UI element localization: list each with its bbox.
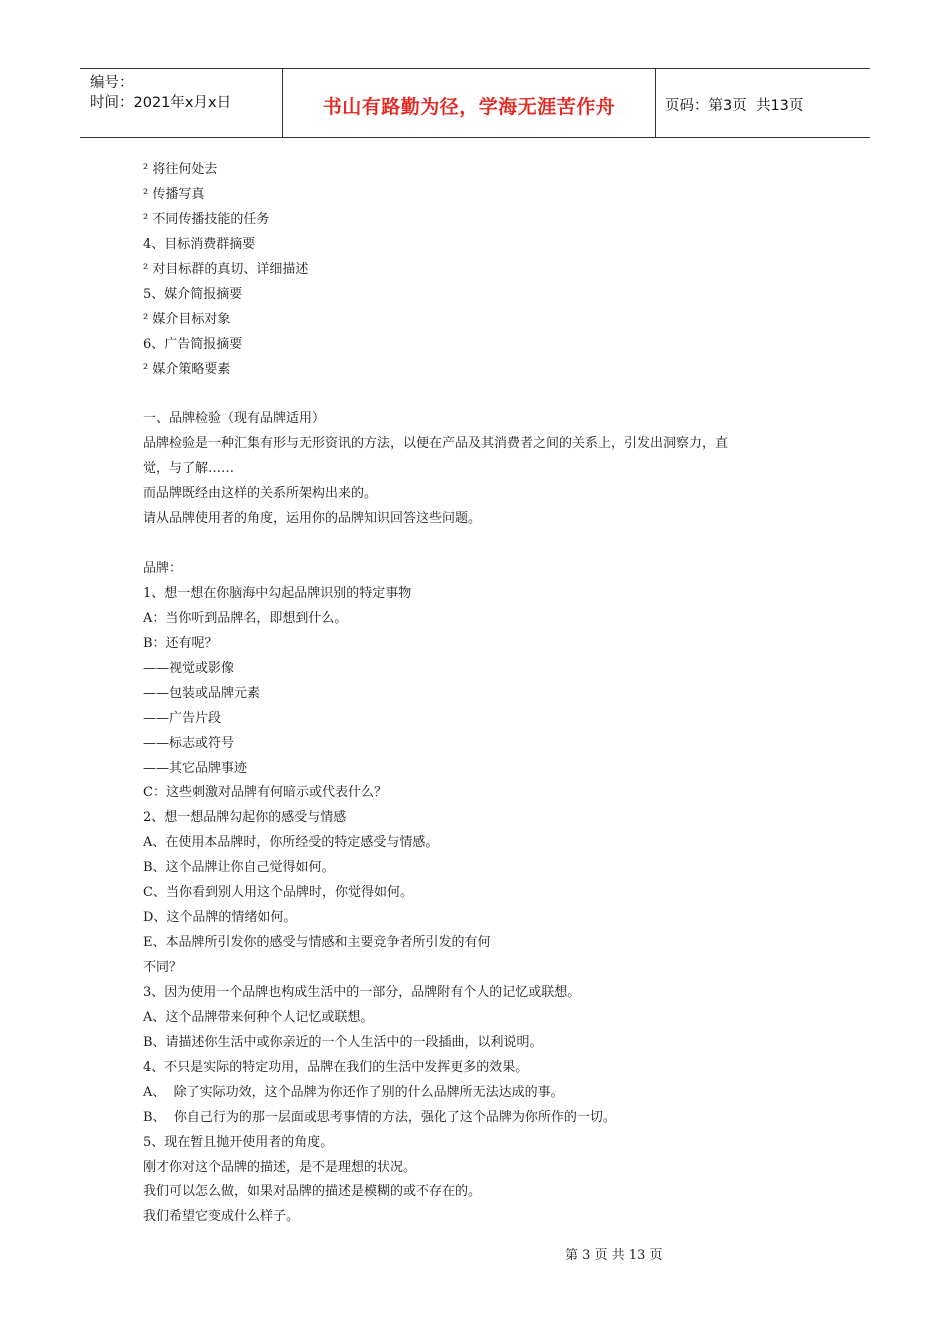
text-line: 1、想一想在你脑海中勾起品牌识别的特定事物 [143, 585, 412, 601]
text-line: 刚才你对这个品牌的描述，是不是理想的状况。 [143, 1159, 417, 1175]
text-line: 5、媒介简报摘要 [143, 286, 243, 302]
text-line: 一、品牌检验（现有品牌适用） [143, 411, 326, 427]
text-line: 我们希望它变成什么样子。 [143, 1209, 300, 1225]
text-line: 我们可以怎么做，如果对品牌的描述是模糊的或不存在的。 [143, 1184, 482, 1200]
text-line: B：还有呢？ [143, 635, 218, 651]
text-line: D、这个品牌的情绪如何。 [143, 910, 297, 926]
header-page-info: 页码：第3页 共13页 [665, 97, 804, 114]
text-line: A、这个品牌带来何种个人记忆或联想。 [143, 1009, 374, 1025]
text-line: 品牌检验是一种汇集有形与无形资讯的方法，以便在产品及其消费者之间的关系上，引发出洞察力，直 [143, 436, 729, 452]
text-line: ² 传播写真 [143, 186, 205, 202]
text-line: ² 媒介策略要素 [143, 361, 231, 377]
blank-line [143, 532, 803, 557]
text-line: ² 对目标群的真切、详细描述 [143, 261, 309, 277]
page-footer: 第 3 页 共 13 页 [565, 1248, 663, 1263]
text-line: A：当你听到品牌名，即想到什么。 [143, 610, 348, 626]
text-line: 4、目标消费群摘要 [143, 236, 256, 252]
text-line: 2、想一想品牌勾起你的感受与情感 [143, 810, 347, 826]
header-motto-cell [283, 69, 656, 137]
header-id-label: 编号： [90, 75, 134, 91]
text-line: ——广告片段 [143, 710, 222, 726]
text-line: A、在使用本品牌时，你所经受的特定感受与情感。 [143, 835, 439, 851]
text-line: C：这些刺激对品牌有何暗示或代表什么？ [143, 785, 387, 801]
text-line: ² 将往何处去 [143, 162, 218, 177]
text-line: 品牌： [143, 561, 183, 576]
text-line: 3、因为使用一个品牌也构成生活中的一部分，品牌附有个人的记忆或联想。 [143, 984, 581, 1000]
text-line: ——标志或符号 [143, 735, 235, 751]
document-body [143, 158, 803, 1230]
header-meta-cell [80, 69, 283, 137]
text-line: 而品牌既经由这样的关系所架构出来的。 [143, 486, 378, 502]
text-line: ² 媒介目标对象 [143, 311, 231, 327]
text-line: 觉，与了解…… [143, 461, 235, 477]
text-line: C、当你看到别人用这个品牌时，你觉得如何。 [143, 885, 413, 901]
text-line: E、本品牌所引发你的感受与情感和主要竞争者所引发的有何 [143, 935, 491, 951]
header-time-label: 时间：2021年x月x日 [90, 95, 232, 111]
text-line: 请从品牌使用者的角度，运用你的品牌知识回答这些问题。 [143, 511, 482, 527]
text-line: B、这个品牌让你自己觉得如何。 [143, 860, 335, 876]
header-motto: 书山有路勤为径，学海无涯苦作舟 [322, 95, 616, 118]
text-line: 6、广告简报摘要 [143, 336, 243, 352]
text-line: B、请描述你生活中或你亲近的一个人生活中的一段插曲，以利说明。 [143, 1034, 543, 1050]
text-line: ——包装或品牌元素 [143, 685, 261, 701]
text-line: B、 你自己行为的那一层面或思考事情的方法，强化了这个品牌为你所作的一切。 [143, 1109, 616, 1125]
text-line: ——其它品牌事迹 [143, 760, 248, 776]
text-line: 5、现在暂且抛开使用者的角度。 [143, 1134, 334, 1150]
text-line: 4、不只是实际的特定功用，品牌在我们的生活中发挥更多的效果。 [143, 1059, 529, 1075]
text-line: 不同？ [143, 960, 183, 975]
text-line: A、 除了实际功效，这个品牌为你还作了别的什么品牌所无法达成的事。 [143, 1084, 564, 1100]
text-line: ——视觉或影像 [143, 660, 235, 676]
blank-line [143, 382, 803, 407]
text-line: ² 不同传播技能的任务 [143, 211, 270, 227]
document-header [80, 68, 870, 138]
